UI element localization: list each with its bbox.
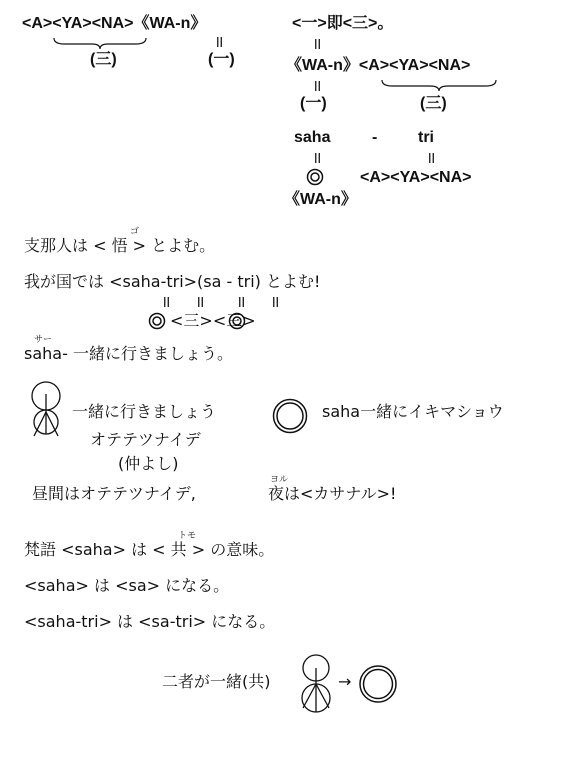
daytime-line: 昼間はオテテツナイデ, bbox=[32, 484, 196, 503]
seq-a-ya-na: <A><YA><NA> bbox=[360, 169, 472, 186]
nakayoshi: (仲よし) bbox=[118, 454, 179, 473]
double-circle-icon bbox=[148, 312, 166, 330]
lets-go-together-caption: 一緒に行きましょう bbox=[72, 402, 217, 421]
label-one: (一) bbox=[208, 51, 235, 68]
japanese-reading-line: 我が国では <saha-tri>(sa - tri) とよむ! bbox=[24, 272, 321, 291]
equiv-mark: ॥ bbox=[236, 292, 246, 311]
sahatri-becomes-satri-line: <saha-tri> は <sa-tri> になる。 bbox=[24, 612, 276, 631]
underbrace-three bbox=[52, 36, 148, 50]
otete-tsunaide: オテテツナイデ bbox=[90, 430, 201, 449]
saha-lets-go-line: saha- 一緒に行きましょう。 bbox=[24, 344, 233, 363]
seq-a-ya-na-wan: <A><YA><NA>《WA-n》 bbox=[22, 15, 207, 32]
double-circle-icon bbox=[358, 664, 398, 704]
label-three: (三) bbox=[420, 95, 447, 112]
saha-becomes-sa-line: <saha> は <sa> になる。 bbox=[24, 576, 230, 595]
equiv-mark: ॥ bbox=[195, 292, 205, 311]
chinese-reading-line: 支那人は < 悟 > とよむ。 bbox=[24, 236, 216, 255]
three-three-line: <三><三> bbox=[170, 311, 256, 330]
arrow-right-icon: → bbox=[338, 672, 352, 691]
double-circle-icon bbox=[272, 398, 308, 434]
ruby-yoru: ヨル bbox=[270, 475, 289, 485]
equiv-mark: ॥ bbox=[312, 76, 322, 95]
double-circle-icon bbox=[306, 168, 324, 186]
dash: - bbox=[372, 129, 378, 146]
word-tri: tri bbox=[418, 129, 434, 146]
equiv-mark: ॥ bbox=[270, 292, 280, 311]
equiv-mark: ॥ bbox=[312, 34, 322, 53]
equiv-mark: ॥ bbox=[214, 32, 224, 51]
wan-label: 《WA-n》 bbox=[284, 191, 357, 208]
ruby-saa: サー bbox=[34, 335, 53, 345]
underbrace-three bbox=[380, 78, 498, 92]
label-three: (三) bbox=[90, 51, 117, 68]
equiv-mark: ॥ bbox=[312, 148, 322, 167]
saha-together-caption: saha一緒にイキマショウ bbox=[322, 402, 504, 421]
label-one: (一) bbox=[300, 95, 327, 112]
stick-figure-icon bbox=[296, 652, 336, 716]
equiv-mark: ॥ bbox=[161, 292, 171, 311]
night-line: 夜は<カサナル>! bbox=[268, 484, 397, 503]
two-together-label: 二者が一緒(共) bbox=[162, 672, 271, 691]
ruby-go: ゴ bbox=[130, 227, 140, 237]
wan-a-ya-na-line: 《WA-n》<A><YA><NA> bbox=[286, 57, 471, 74]
one-is-three-line: <一>即<三>。 bbox=[292, 15, 394, 32]
equiv-mark: ॥ bbox=[426, 148, 436, 167]
stick-figure-icon bbox=[26, 380, 66, 442]
word-saha: saha bbox=[294, 129, 331, 146]
sanskrit-meaning-line: 梵語 <saha> は < 共 > の意味。 bbox=[24, 540, 275, 559]
ruby-tomo: トモ bbox=[178, 531, 197, 541]
